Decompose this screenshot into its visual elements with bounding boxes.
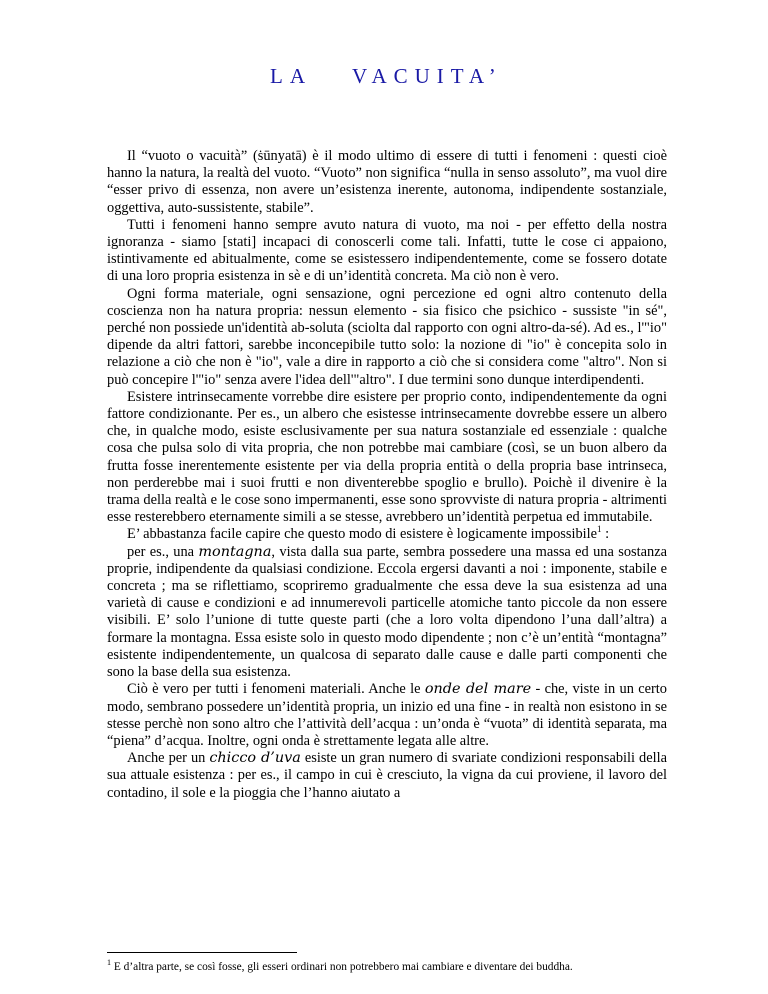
document-body xyxy=(107,148,667,802)
emphasis-onde-del-mare: onde del mare xyxy=(424,681,532,698)
paragraph-6 xyxy=(107,544,667,682)
footnote-reference[interactable]: 1 xyxy=(597,524,602,535)
title-word-la: LA xyxy=(270,64,312,88)
paragraph-7 xyxy=(107,681,667,750)
paragraph-2: Tutti i fenomeni hanno sempre avuto natura di vuoto, ma noi - per effetto della nostra ignoranza - siamo [stati] incapaci di conoscerli come tali. Infatti, tutte le cose ci appaiono, istintivamente ed abitualmente, come se esistessero indipendentemente, come se fossero dotate di una loro propria esistenza in sè e di un’identità concreta. Ma ciò non è vero. xyxy=(107,216,667,285)
paragraph-5-tail: : xyxy=(601,526,610,543)
emphasis-chicco-uva: chicco d’uva xyxy=(209,750,301,767)
document-title xyxy=(0,64,768,94)
paragraph-3: Ogni forma materiale, ogni sensazione, ogni percezione ed ogni altro contenuto della coscienza non ha natura propria: nessun elemento - sia fisico che psichico - sussiste "in sé", perché non possiede un'identità ab-soluta (sciolta dal rapporto con ogni altro-da-sé). Ad es., l'"io" dipende da altri fattori, sarebbe inconcepibile tutto solo: la nozione di "io" è concepita solo in relazione a ciò che non è "io", vale a dire in rapporto a ciò che si considera come "altro". Non si può concepire l'"io" senza avere l'idea dell'"altro". I due termini sono dunque interdipendenti. xyxy=(107,285,667,388)
paragraph-7-text: - che, viste in un certo modo, sembrano possedere un’identità propria, un inizio ed una fine - in realtà non esistono in se stesse perchè non sono altro che l’attività dell’acqua : un’onda è “vuota” di identità separata, ma “piena” d’acqua. Inoltre, ogni onda è strettamente legata alle altre. xyxy=(107,681,667,749)
paragraph-7-lead: Ciò è vero per tutti i fenomeni materiali. Anche le xyxy=(127,681,425,698)
paragraph-1: Il “vuoto o vacuità” (ṡūnyatā) è il modo ultimo di essere di tutti i fenomeni : questi cioè hanno la natura, la realtà del vuoto. “Vuoto” non significa “nulla in senso assoluto”, ma vuol dire “esser privo di essenza, non avere un’esistenza inerente, autonoma, indipendente sostanziale, oggettiva, auto-sussistente, stabile”. xyxy=(107,148,667,216)
paragraph-8 xyxy=(107,750,667,802)
paragraph-5 xyxy=(107,526,667,543)
paragraph-6-text: , vista dalla sua parte, sembra possedere una massa ed una sostanza proprie, indipendente da qualsiasi condizione. Eccola ergersi davanti a noi : imponente, stabile e concreta ; ma se riflettiamo, scopriremo gradualmente che essa deve la sua esistenza ad una varietà di cause e condizioni e ad innumerevoli particelle atomiche tanto piccole da non essere visibili. E’ solo l’unione di tutte queste parti (che a loro volta dipendono l’una dall’altra) a formare la montagna. Essa esiste solo in questo modo dipendente ; non c’è un’entità “montagna” esistente indipendentemente, un qualcosa di separato dalle cause e dalle parti componenti che sono la base della sua esistenza. xyxy=(107,543,667,681)
footnote-separator xyxy=(107,952,297,953)
paragraph-5-text: E’ abbastanza facile capire che questo modo di esistere è logicamente impossibile xyxy=(127,526,598,543)
title-word-vacuita: VACUITA’ xyxy=(352,64,503,88)
footnote xyxy=(107,960,707,974)
footnote-mark: 1 xyxy=(107,958,111,968)
emphasis-montagna: montagna xyxy=(198,543,272,560)
paragraph-8-text: esiste un gran numero di svariate condizioni responsabili della sua attuale esistenza : per es., il campo in cui è cresciuto, la vigna da cui proviene, il lavoro del contadino, il sole e la pioggia che l’hanno aiutato a xyxy=(107,750,667,801)
paragraph-6-lead: per es., una xyxy=(127,543,199,560)
paragraph-8-lead: Anche per un xyxy=(127,750,210,767)
paragraph-4: Esistere intrinsecamente vorrebbe dire esistere per proprio conto, indipendentemente da ogni fattore condizionante. Per es., un albero che esistesse intrinsecamente dovrebbe essere un albero che, in qualche modo, esiste esclusivamente per sua natura sostanziale ed essenziale : qualche cosa che pulsa solo di vita propria, che non potrebbe mai cambiare (così, se un buon albero da frutta fosse inerentemente esistente per via della propria entità o della propria base intrinseca, non perderebbe mai i suoi frutti e non diventerebbe spoglio e brullo). Poichè il divenire è la trama della realtà e le cose sono impermanenti, esse sono sprovviste di natura propria - altrimenti esse resterebbero eternamente simili a se stesse, avrebbero un’identità perpetua ed immutabile. xyxy=(107,388,667,526)
footnote-text: E d’altra parte, se così fosse, gli esseri ordinari non potrebbero mai cambiare e diventare dei buddha. xyxy=(111,961,573,973)
